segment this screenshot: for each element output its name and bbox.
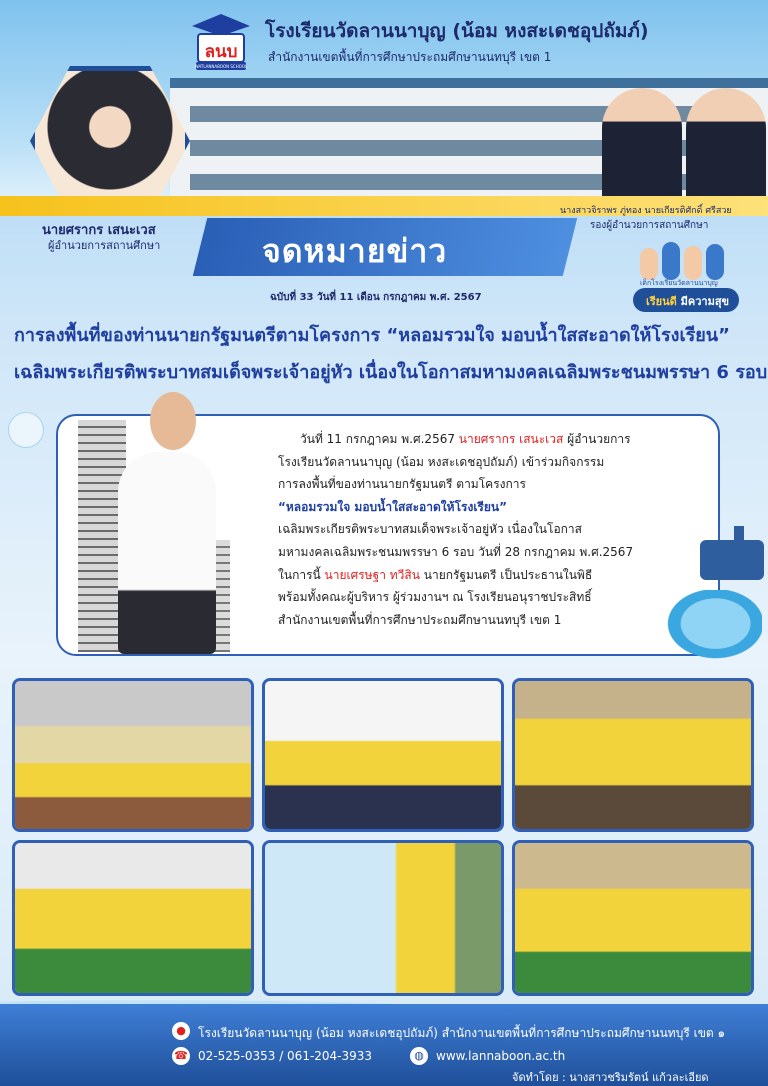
slogan-text: เรียนดี มีความสุข	[646, 295, 730, 308]
location-pin-icon: ●	[172, 1022, 190, 1040]
newsletter-title: จดหมายข่าว	[262, 232, 448, 270]
event-photo-4	[12, 840, 254, 996]
prime-minister-head	[150, 392, 196, 450]
kids-caption: เด็กโรงเรียนวัดลานนาบุญ	[640, 279, 718, 287]
director-name: นายศรากร เสนะเวส	[42, 223, 156, 238]
school-name: โรงเรียนวัดลานนาบุญ (น้อม หงสะเดชอุปถัมภ์)	[265, 20, 649, 42]
logo-subtext: WATLANNABOON SCHOOL	[194, 64, 248, 69]
headline-line-1: การลงพื้นที่ของท่านนายกรัฐมนตรีตามโครงการ “หลอมรวมใจ มอบน้ำใสสะอาดให้โรงเรียน”	[14, 325, 730, 346]
article-text: วันที่ 11 กรกฎาคม พ.ศ.2567 นายศรากร เสนะเวส ผู้อำนวยการ โรงเรียนวัดลานนาบุญ (น้อม หงสะเดชอุปถัมภ์) เข้าร่วมกิจกรรม การลงพื้นที่ของท่านนายกรัฐมนตรี ตามโครงการ “หลอมรวมใจ มอบน้ำใสสะอาดให้โรงเรียน” เฉลิมพระเกียรติพระบาทสมเด็จพระเจ้าอยู่หัว เนื่องในโอกาส มหามงคลเฉลิมพระชนมพรรษา 6 รอบ วันที่ 28 กรกฎาคม พ.ศ.2567 ในการนี้ นายเศรษฐา ทวีสิน นายกรัฐมนตรี เป็นประธานในพิธี พร้อมทั้งคณะผู้บริหาร ผู้ร่วมงานฯ ณ โรงเรียนอนุราชประสิทธิ์ สำนักงานเขตพื้นที่การศึกษาประถมศึกษานนทบุรี เขต 1	[278, 432, 634, 627]
footer-website[interactable]: www.lannaboon.ac.th	[436, 1049, 566, 1063]
faucet-icon	[700, 540, 764, 580]
deputy-names: นางสาวจิราพร ภู่ทอง นายเกียรติศักดิ์ ศรีสวย	[560, 206, 732, 216]
credit-line: จัดทำโดย : นางสาวชริมรัตน์ แก้วละเอียด	[512, 1071, 709, 1084]
deputy-role: รองผู้อำนวยการสถานศึกษา	[590, 220, 709, 231]
footer-address: โรงเรียนวัดลานนาบุญ (น้อม หงสะเดชอุปถัมภ์) สำนักงานเขตพื้นที่การศึกษาประถมศึกษานนทบุรี เขต ๑	[198, 1026, 726, 1040]
director-role: ผู้อำนวยการสถานศึกษา	[48, 239, 161, 252]
deputy-photo-2	[686, 88, 766, 198]
prime-minister-photo	[118, 452, 216, 654]
event-photo-5	[262, 840, 504, 996]
footer-phone[interactable]: 02-525-0353 / 061-204-3933	[198, 1049, 373, 1063]
bubble-decoration	[8, 412, 44, 448]
globe-icon: ◍	[410, 1047, 428, 1065]
logo-text: ลนบ	[204, 42, 238, 62]
event-photo-6	[512, 840, 754, 996]
issue-info: ฉบับที่ 33 วันที่ 11 เดือน กรกฎาคม พ.ศ. 2567	[270, 292, 482, 303]
deputy-photo-1	[602, 88, 682, 198]
phone-icon: ☎	[172, 1047, 190, 1065]
event-photo-2	[262, 678, 504, 832]
event-photo-3	[512, 678, 754, 832]
headline-line-2: เฉลิมพระเกียรติพระบาทสมเด็จพระเจ้าอยู่หัว เนื่องในโอกาสมหามงคลเฉลิมพระชนมพรรษา 6 รอบ	[14, 362, 768, 383]
event-photo-1	[12, 678, 254, 832]
office-name: สำนักงานเขตพื้นที่การศึกษาประถมศึกษานนทบุรี เขต 1	[268, 50, 552, 64]
